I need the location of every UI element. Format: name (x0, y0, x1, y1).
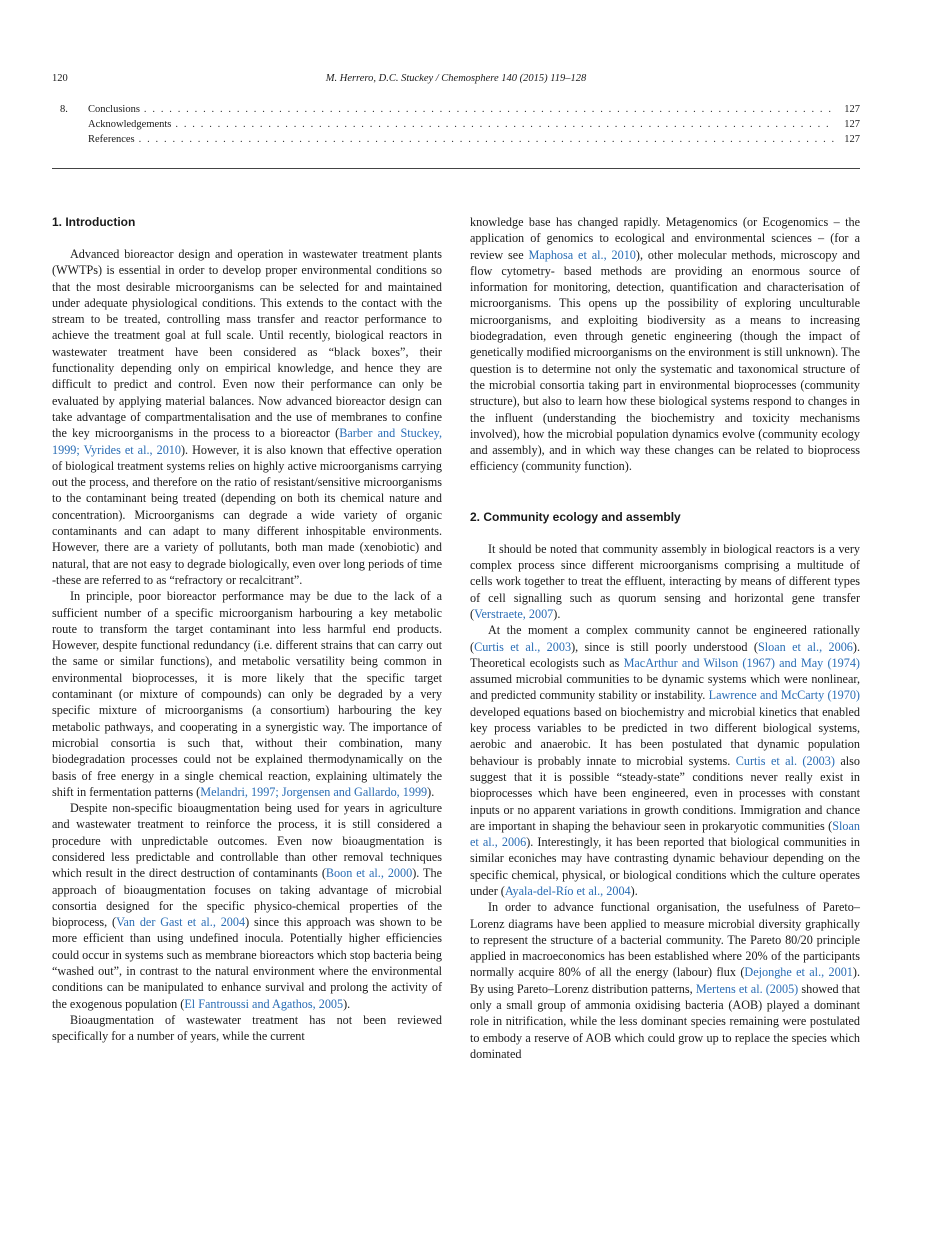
toc-leader-dots (175, 117, 834, 132)
toc-leader-dots (139, 132, 834, 147)
page-number: 120 (52, 73, 68, 84)
toc-page: 127 (844, 119, 860, 130)
citation-link[interactable]: Curtis et al. (2003) (735, 753, 835, 768)
section-heading-introduction: 1. Introduction (52, 215, 136, 229)
citation-link[interactable]: Melandri, 1997; Jorgensen and Gallardo, 1999 (200, 784, 428, 799)
header-divider (52, 168, 860, 169)
citation-link[interactable]: Dejonghe et al., 2001 (744, 965, 853, 980)
citation-link[interactable]: Lawrence and McCarty (1970) (708, 688, 860, 703)
citation-link[interactable]: Boon et al., 2000 (325, 866, 413, 881)
section-gap (470, 475, 860, 509)
toc-title: Conclusions (88, 104, 140, 115)
citation-link[interactable]: Sloan et al., 2006 (757, 639, 853, 654)
toc-row[interactable] (60, 117, 860, 132)
citation-link[interactable]: Sloan et al., 2006 (470, 818, 860, 850)
toc-leader-dots (144, 102, 834, 117)
paragraph: Bioaugmentation of wastewater treatment has not been reviewed specifically for a number of years, while the current (52, 1012, 442, 1044)
running-head: M. Herrero, D.C. Stuckey / Chemosphere 140 (2015) 119–128 (325, 73, 587, 84)
citation-link[interactable]: MacArthur and Wilson (1967) and May (1974) (623, 655, 860, 670)
citation-link[interactable]: Barber and Stuckey, 1999; Vyrides et al., 2010 (52, 426, 442, 457)
citation-link[interactable]: Maphosa et al., 2010 (528, 247, 636, 262)
table-of-contents (60, 102, 860, 147)
toc-row[interactable] (60, 102, 860, 117)
toc-number: 8. (60, 104, 68, 115)
paragraph: Advanced bioreactor design and operation in wastewater treatment plants (WWTPs) is essential in order to develop proper environmental conditions so that the most desirable microorganisms can be selected for and maintained under adequate physiological conditions. This extends to the contact with the stream to be treated, controlling mass transfer and reactor performance to achieve the treatment goal at full scale. Until recently, biological reactors in wastewater treatment have been considered as “black boxes”, their functionality depending only on empirical knowledge, and hence they are difficult to predict and control. Even now their performance can only be evaluated by applying material balances. Now advanced bioreactor design can take advantage of compartmentalisation and the use of membranes to confine the key microorganisms in the process to a bioreactor (Barber and Stuckey, 1999; Vyrides et al., 2010). However, it is also known that effective operation of biological treatment systems relies on highly active microorganisms carrying out the process, and therefore on the ratio of resistant/sensitive microorganisms to the contaminant being treated (depending on both its chemical nature and concentration). Microorganisms can degrade a wide variety of organic contaminants and can adapt to many different inhospitable environments. However, there are a variety of pollutants, both man made (xenobiotic) and natural, that are not easy to degrade biologically, even over long periods of time -these are referred to as “refractory or recalcitrant”. (52, 247, 442, 587)
toc-title: References (88, 134, 135, 145)
left-column (52, 214, 442, 1045)
paragraph: At the moment a complex community cannot be engineered rationally (Curtis et al., 2003), since is still poorly understood (Sloan et al., 2006). Theoretical ecologists such as MacArthur and Wilson (1967) and May (1974) assumed microbial communities to be dynamic systems which were nonlinear, and predicted community stability or instability. Lawrence and McCarty (1970) developed equations based on biochemistry and microbial kinetics that enabled key process variables to be predicted in two different biological systems, aerobic and anaerobic. It has been postulated that dynamic population behaviour is probably innate to microbial systems. Curtis et al. (2003) also suggest that it is possible “steady-state” conditions never really exist in bioprocesses which have been engineered, even in processes with constant inputs or no apparent variations in growth conditions. Immigration and chance are important in shaping the behaviour seen in prokaryotic communities (Sloan et al., 2006). Interestingly, it has been reported that biological communities in similar econiches may have contrasting dynamic behaviour depending on the specific chemical, physical, or biological conditions which the culture operates under (Ayala-del-Río et al., 2004). (470, 623, 861, 898)
paragraph-continued: knowledge base has changed rapidly. Metagenomics (or Ecogenomics – the application of genomics to ecological and environmental sciences – (for a review see Maphosa et al., 2010), other molecular methods, microscopy and flow cytometry- based methods are providing an enormous source of information for monitoring, detection, quantification and characterisation of microorganisms. This opens up the possibility of exploring unculturable microorganisms, and exploiting biodiversity as a means to increasing biodegradation, even through genetic engineering (though the impact of genetically modified microorganisms on the environment is still unknown). The question is to determine not only the systematic and taxonomical structure of the microbial consortia taking part in environmental bioprocesses (community structure), but also to learn how these biological systems respond to changes in the influent (understanding the biochemistry and toxicity mechanisms involved), how the microbial population dynamics evolve (community ecology and assembly), and in which way these changes can be related to bioprocess efficiency (community function). (470, 215, 860, 474)
page-header (52, 71, 860, 87)
citation-link[interactable]: Curtis et al., 2003 (474, 639, 572, 654)
toc-row[interactable] (60, 132, 860, 147)
paragraph: In order to advance functional organisation, the usefulness of Pareto–Lorenz diagrams have been applied to measure microbial diversity graphically to represent the structure of a bacterial community. The Pareto 80/20 principle applied in macroeconomics has been established where 20% of the participants normally acquire 80% of all the energy (labour) flux (Dejonghe et al., 2001). By using Pareto–Lorenz distribution patterns, Mertens et al. (2005) showed that only a small group of ammonia oxidising bacteria (AOB) played a dominant role in nitrification, while the less dominant species remaining were postulated to embody a reserve of AOB which could grow up to replace the species which dominated (470, 900, 861, 1061)
paragraph: It should be noted that community assembly in biological reactors is a very complex process since different microorganisms comprising a multitude of cells work together to treat the effluent, interacting by means of different types of cell signalling such as quorum sensing and horizontal gene transfer (Verstraete, 2007). (470, 541, 860, 621)
citation-link[interactable]: Van der Gast et al., 2004 (116, 915, 246, 930)
paragraph: In principle, poor bioreactor performance may be due to the lack of a sufficient number of a specific microorganism harbouring a key metabolic route to transform the target contaminant into less harmful end products. However, despite functional redundancy (i.e. different strains that can carry out the same or similar functions), and metabolic versatility being common in environmental bioprocesses, it is more likely that the specific target contaminant (or mixture of compounds) can only be degraded by a very specific mixture of microorganisms (a consortium) harbouring the key metabolic pathways, and cooperating in a synergistic way. The importance of microbial consortia is such that, without their combination, many biodegradation processes could not be explained thermodynamically on the basis of free energy in a single chemical reaction, explaining ultimately the shift in fermentation patterns (Melandri, 1997; Jorgensen and Gallardo, 1999). (52, 589, 442, 799)
toc-page: 127 (844, 134, 860, 145)
citation-link[interactable]: Verstraete, 2007 (474, 606, 554, 621)
citation-link[interactable]: Mertens et al. (2005) (695, 981, 799, 996)
citation-link[interactable]: Ayala-del-Río et al., 2004 (504, 883, 631, 898)
right-column (470, 214, 860, 1062)
toc-page: 127 (844, 104, 860, 115)
section-heading-community-ecology: 2. Community ecology and assembly (470, 509, 681, 524)
paragraph: Despite non-specific bioaugmentation being used for years in agriculture and wastewater treatment to reinforce the process, it is still considered a procedure with unpredictable outcomes. Even now bioaugmentation is considered less predictable and controllable than other removal techniques which result in the direct destruction of contaminants (Boon et al., 2000). The approach of bioaugmentation focuses on taking advantage of microbial consortia designed for the specific physico-chemical properties of the bioprocess, (Van der Gast et al., 2004) since this approach was shown to be more efficient than using undefined inocula. Potentially higher efficiencies could occur in systems such as membrane bioreactors which stop bacteria being “washed out”, in contrast to the natural environment where the environmental conditions can be manipulated to enhance survival and prolong the activity of the exogenous population (El Fantroussi and Agathos, 2005). (52, 801, 442, 1011)
toc-title: Acknowledgements (88, 119, 172, 130)
citation-link[interactable]: El Fantroussi and Agathos, 2005 (184, 996, 344, 1011)
